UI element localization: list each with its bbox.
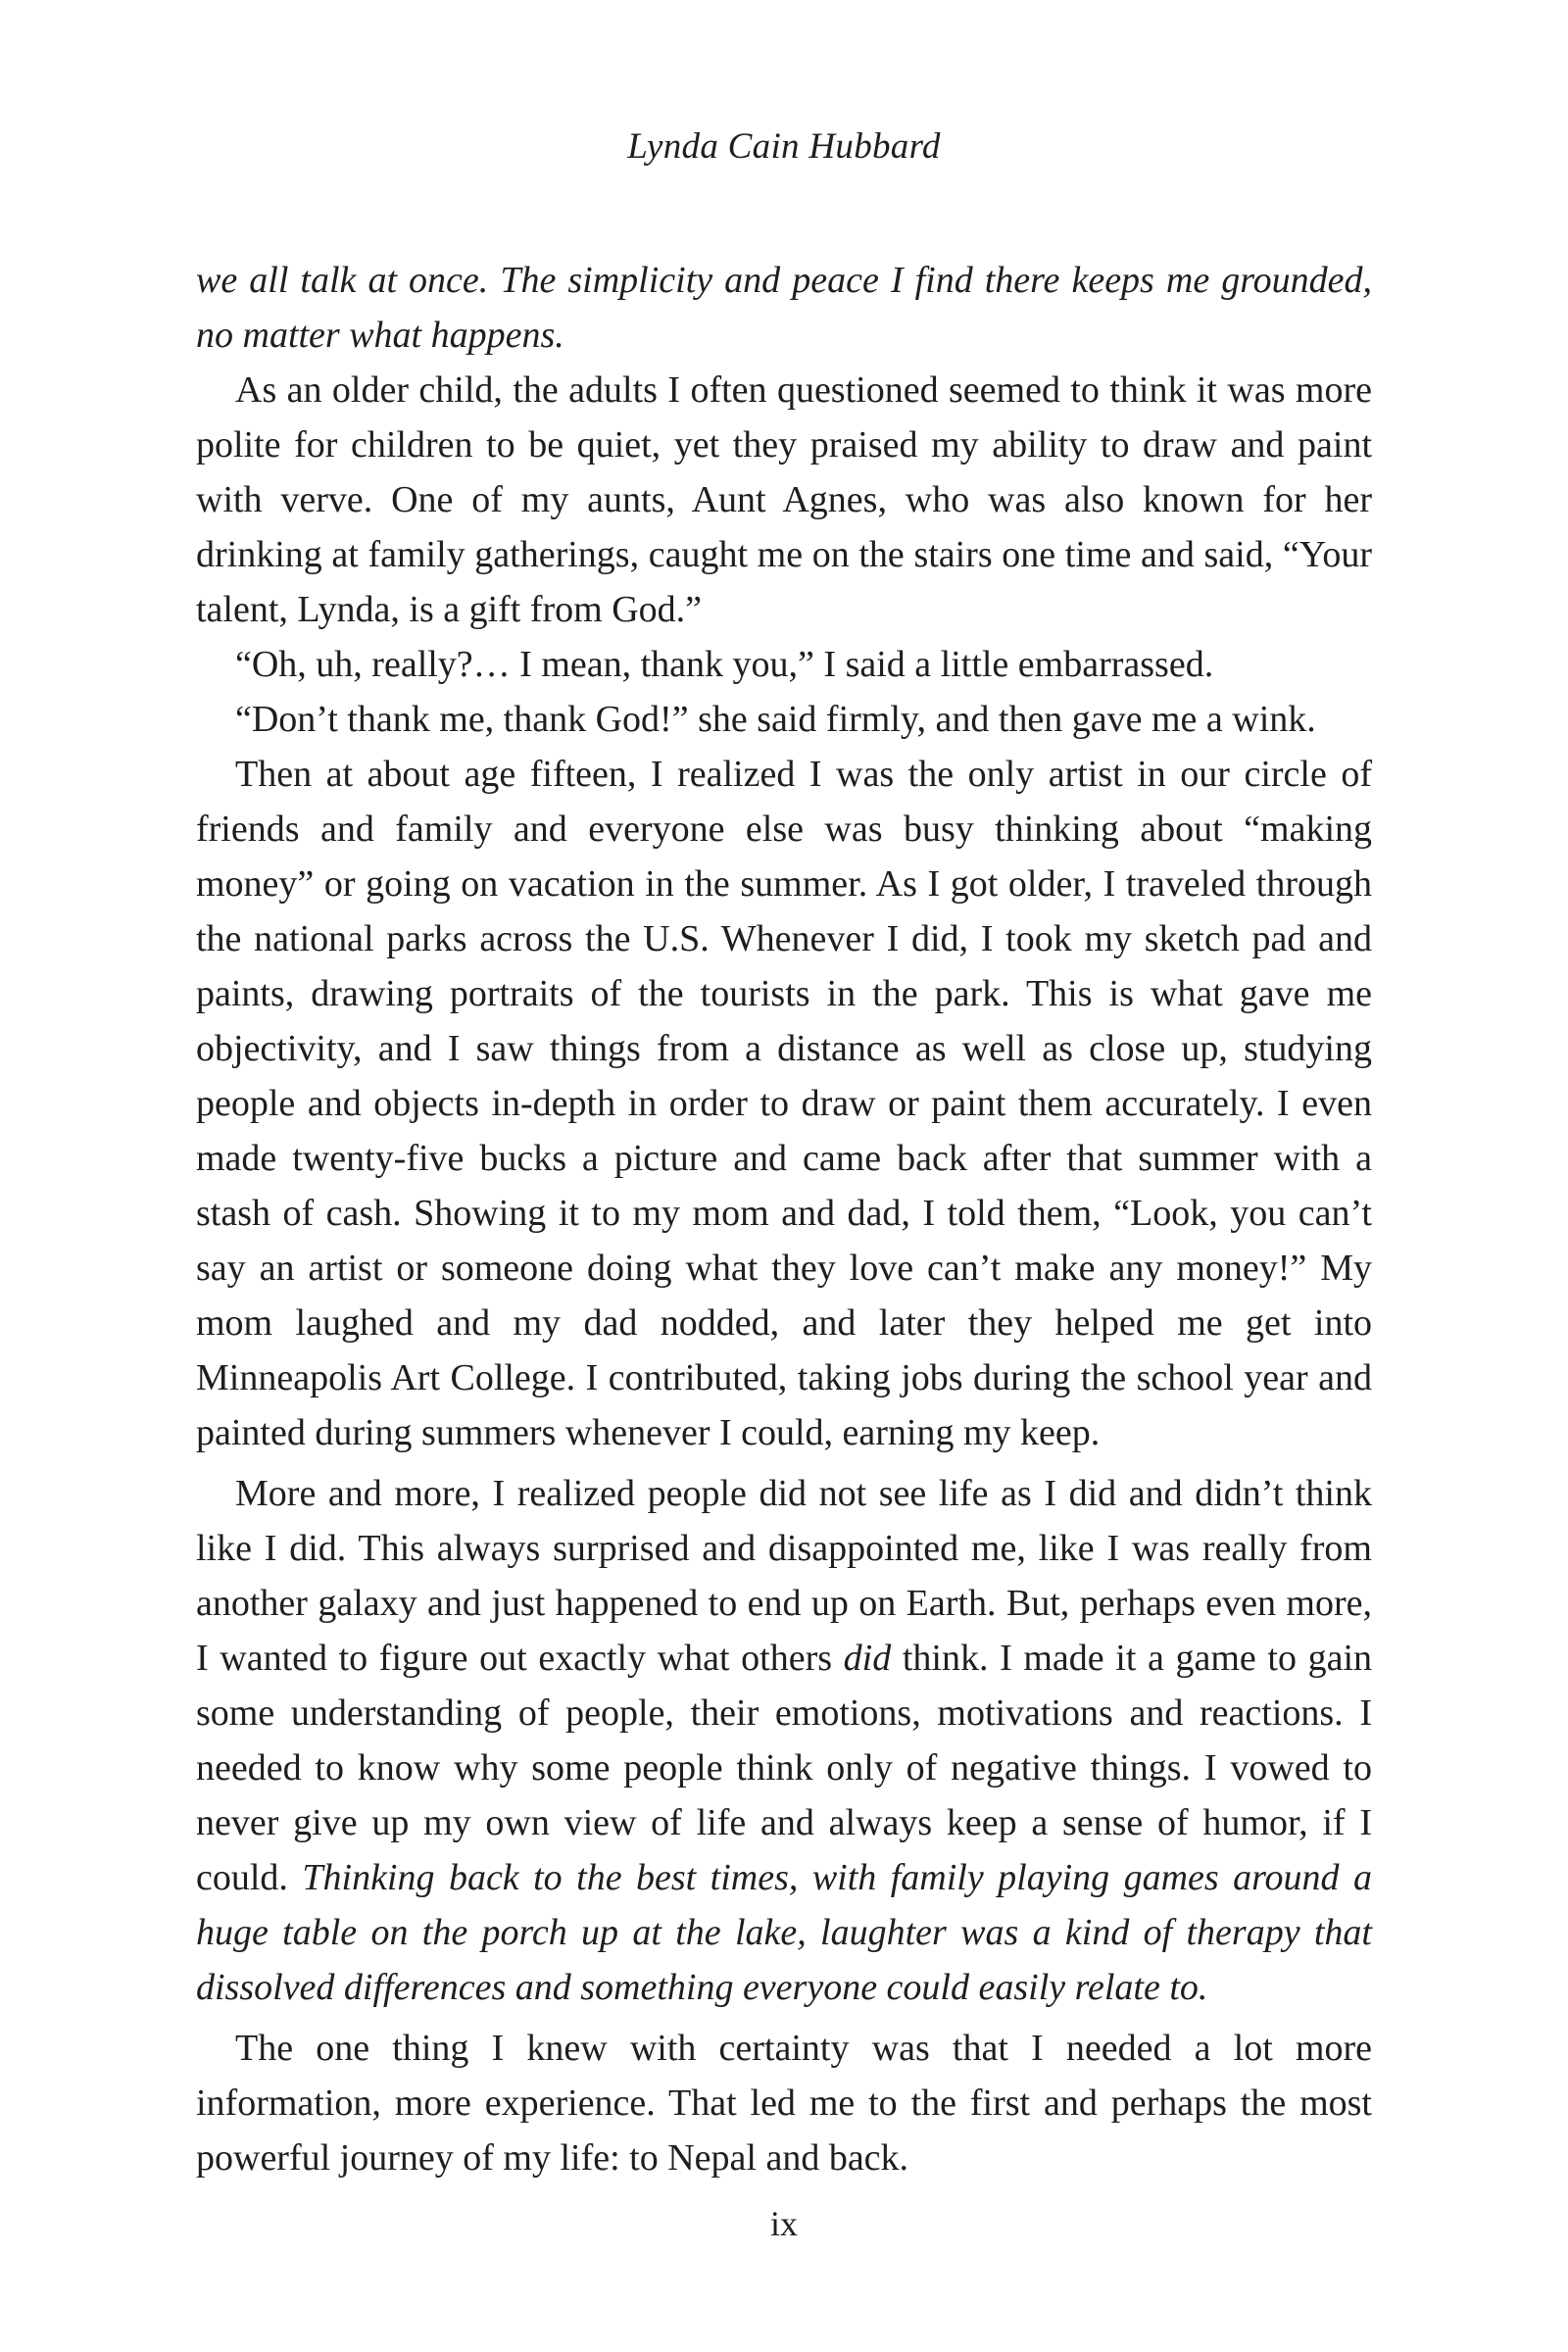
text-segment: think. I made it a game to gain some understanding of people, their emotions, motivations and reactions. I needed to know why some people think only of negative things. I vowed to never give up my own view of life and always keep a sense of humor, if I could. (196, 1638, 1372, 1898)
paragraph (196, 747, 1372, 1460)
text-segment: More and more, I realized people did not see life as I did and didn’t think like I did. This always surprised and disappointed me, like I was really from another galaxy and just happened to end up on Earth. But, perhaps even more, I wanted to figure out exactly what others (196, 1473, 1372, 1679)
text-segment: As an older child, the adults I often questioned seemed to think it was more polite for children to be quiet, yet they praised my ability to draw and paint with verve. One of my aunts, Aunt Agnes, who was also known for her drinking at family gatherings, caught me on the stairs one time and said, “Your talent, Lynda, is a gift from God.” (196, 369, 1372, 630)
text-segment: Then at about age fifteen, I realized I was the only artist in our circle of friends and family and everyone else was busy thinking about “making money” or going on vacation in the summer. As I got older, I traveled through the national parks across the U.S. Whenever I did, I took my sketch pad and paints, drawing portraits of the tourists in the park. This is what gave me objectivity, and I saw things from a distance as well as close up, studying people and objects in-depth in order to draw or paint them accurately. I even made twenty-five bucks a picture and came back after that summer with a stash of cash. Showing it to my mom and dad, I told them, “Look, you can’t say an artist or someone doing what they love can’t make any money!” My mom laughed and my dad nodded, and later they helped me get into Minneapolis Art College. I contributed, taking jobs during the school year and painted during summers whenever I could, earning my keep. (196, 754, 1372, 1453)
paragraph (196, 692, 1372, 747)
text-segment-italic: Thinking back to the best times, with family playing games around a huge table on the porch up at the lake, laughter was a kind of therapy that dissolved differences and something everyone could easily relate to. (196, 1857, 1372, 2008)
paragraph (196, 637, 1372, 692)
running-head: Lynda Cain Hubbard (627, 126, 941, 167)
paragraph (196, 363, 1372, 637)
text-segment: “Don’t thank me, thank God!” she said firmly, and then gave me a wink. (235, 699, 1316, 740)
paragraph (196, 1466, 1372, 2015)
page-number: ix (769, 2204, 798, 2243)
paragraph (196, 2021, 1372, 2185)
paragraph-continued (196, 253, 1372, 363)
text-segment-italic: we all talk at once. The simplicity and peace I find there keeps me grounded, no matter what happens. (196, 260, 1372, 356)
text-segment: The one thing I knew with certainty was that I needed a lot more information, more experience. That led me to the first and perhaps the most powerful journey of my life: to Nepal and back. (196, 2028, 1372, 2179)
text-segment: “Oh, uh, really?… I mean, thank you,” I said a little embarrassed. (235, 644, 1214, 685)
body-text (196, 253, 1372, 2185)
text-segment-italic: did (843, 1638, 892, 1679)
